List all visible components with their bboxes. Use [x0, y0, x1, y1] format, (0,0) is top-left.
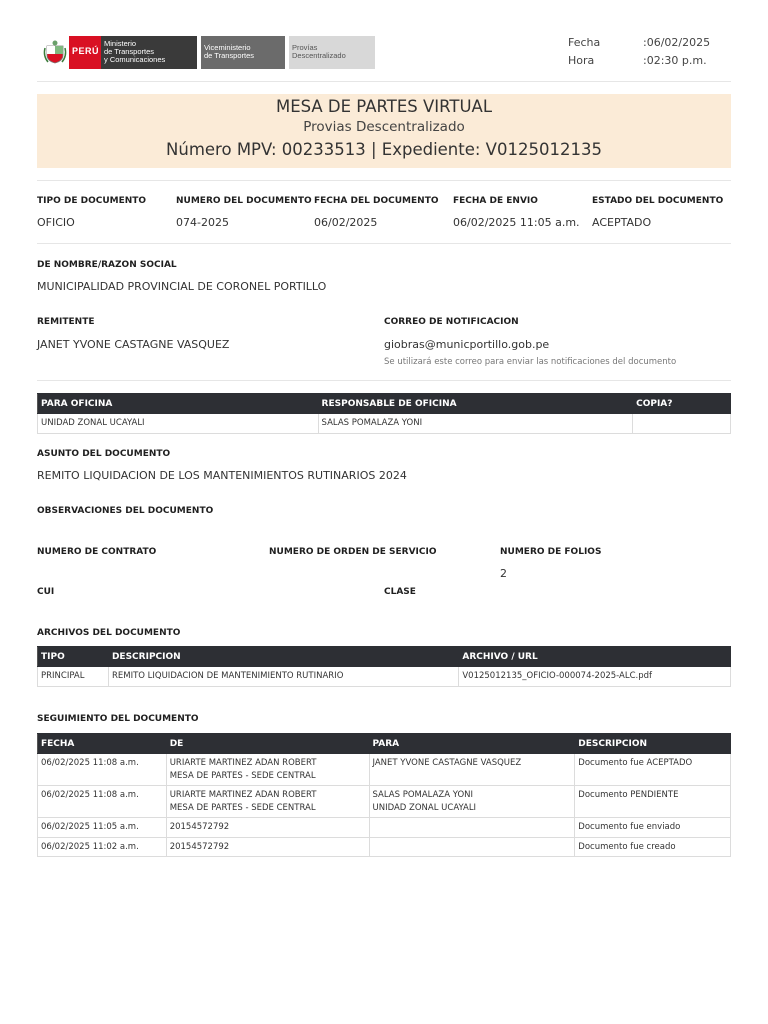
- column-header: FECHA: [38, 734, 167, 754]
- razon-social-value: MUNICIPALIDAD PROVINCIAL DE CORONEL PORTILLO: [37, 280, 327, 293]
- fecha-documento-value: 06/02/2025: [314, 216, 378, 229]
- cui-label: CUI: [37, 587, 55, 597]
- table-cell: 20154572792: [166, 818, 369, 838]
- table-cell: SALAS POMALAZA YONI: [318, 414, 633, 434]
- column-header: RESPONSABLE DE OFICINA: [318, 394, 633, 414]
- table-cell: REMITO LIQUIDACION DE MANTENIMIENTO RUTINARIO: [108, 667, 458, 687]
- asunto-value: REMITO LIQUIDACION DE LOS MANTENIMIENTOS RUTINARIOS 2024: [37, 469, 407, 482]
- asunto-label: ASUNTO DEL DOCUMENTO: [37, 449, 171, 459]
- page-subtitle: Provias Descentralizado: [303, 119, 465, 135]
- folios-value: 2: [500, 567, 507, 580]
- fecha-documento-label: FECHA DEL DOCUMENTO: [314, 196, 439, 206]
- table-cell: URIARTE MARTINEZ ADAN ROBERT MESA DE PARTES - SEDE CENTRAL: [166, 786, 369, 818]
- column-header: PARA OFICINA: [38, 394, 319, 414]
- table-cell: Documento fue creado: [575, 837, 731, 857]
- column-header: DE: [166, 734, 369, 754]
- table-row: [38, 414, 731, 434]
- hora-value: :02:30 p.m.: [643, 54, 707, 67]
- correo-value: giobras@municportillo.gob.pe: [384, 338, 550, 351]
- title-band: [37, 94, 731, 168]
- table-cell: 06/02/2025 11:02 a.m.: [38, 837, 167, 857]
- hora-label: Hora: [568, 54, 595, 67]
- table-row: [38, 667, 731, 687]
- fecha-label: Fecha: [568, 36, 601, 49]
- correo-label: CORREO DE NOTIFICACION: [384, 317, 519, 327]
- divider: [37, 180, 731, 181]
- oficina-table: [37, 393, 731, 434]
- fecha-envio-label: FECHA DE ENVIO: [453, 196, 538, 206]
- table-cell: SALAS POMALAZA YONI UNIDAD ZONAL UCAYALI: [369, 786, 575, 818]
- razon-social-label: DE NOMBRE/RAZON SOCIAL: [37, 260, 177, 270]
- orden-servicio-label: NUMERO DE ORDEN DE SERVICIO: [269, 547, 437, 557]
- column-header: PARA: [369, 734, 575, 754]
- table-cell: 06/02/2025 11:08 a.m.: [38, 786, 167, 818]
- table-cell: PRINCIPAL: [38, 667, 109, 687]
- table-cell: Documento fue enviado: [575, 818, 731, 838]
- table-cell: [369, 818, 575, 838]
- column-header: COPIA?: [633, 394, 731, 414]
- archivos-table: [37, 646, 731, 687]
- table-row: [38, 837, 731, 857]
- column-header: ARCHIVO / URL: [459, 647, 731, 667]
- archivos-label: ARCHIVOS DEL DOCUMENTO: [37, 628, 181, 638]
- peru-shield-icon: [41, 36, 69, 69]
- table-cell: JANET YVONE CASTAGNE VASQUEZ: [369, 754, 575, 786]
- table-cell: [633, 414, 731, 434]
- table-row: [38, 818, 731, 838]
- remitente-label: REMITENTE: [37, 317, 95, 327]
- table-cell: UNIDAD ZONAL UCAYALI: [38, 414, 319, 434]
- estado-documento-label: ESTADO DEL DOCUMENTO: [592, 196, 724, 206]
- seguimiento-label: SEGUIMIENTO DEL DOCUMENTO: [37, 714, 199, 724]
- correo-hint: Se utilizará este correo para enviar las notificaciones del documento: [384, 357, 677, 367]
- peru-label: PERÚ: [69, 36, 101, 69]
- expediente-number: Número MPV: 00233513 | Expediente: V0125012135: [166, 140, 602, 159]
- table-row: [38, 786, 731, 818]
- seguimiento-table: [37, 733, 731, 857]
- page-title: MESA DE PARTES VIRTUAL: [275, 97, 493, 116]
- contrato-label: NUMERO DE CONTRATO: [37, 547, 157, 557]
- table-cell: URIARTE MARTINEZ ADAN ROBERT MESA DE PARTES - SEDE CENTRAL: [166, 754, 369, 786]
- fecha-envio-value: 06/02/2025 11:05 a.m.: [453, 216, 580, 229]
- table-cell: 20154572792: [166, 837, 369, 857]
- tipo-documento-label: TIPO DE DOCUMENTO: [37, 196, 147, 206]
- numero-documento-value: 074-2025: [176, 216, 229, 229]
- table-cell: [369, 837, 575, 857]
- divider: [37, 243, 731, 244]
- column-header: TIPO: [38, 647, 109, 667]
- ministerio-label: Ministerio de Transportes y Comunicaciones: [101, 36, 197, 69]
- provias-label: Provías Descentralizado: [285, 36, 375, 69]
- table-cell: Documento fue ACEPTADO: [575, 754, 731, 786]
- column-header: DESCRIPCION: [108, 647, 458, 667]
- clase-label: CLASE: [384, 587, 416, 597]
- numero-documento-label: NUMERO DEL DOCUMENTO: [176, 196, 312, 206]
- page-header: [37, 30, 731, 82]
- table-cell: 06/02/2025 11:05 a.m.: [38, 818, 167, 838]
- folios-label: NUMERO DE FOLIOS: [500, 547, 602, 557]
- print-meta: [568, 36, 728, 72]
- fecha-value: :06/02/2025: [643, 36, 711, 49]
- divider: [37, 380, 731, 381]
- table-cell: 06/02/2025 11:08 a.m.: [38, 754, 167, 786]
- column-header: DESCRIPCION: [575, 734, 731, 754]
- viceministerio-label: Viceministerio de Transportes: [197, 36, 285, 69]
- estado-documento-value: ACEPTADO: [592, 216, 652, 229]
- table-row: [38, 754, 731, 786]
- file-link[interactable]: V0125012135_OFICIO-000074-2025-ALC.pdf: [459, 667, 731, 687]
- tipo-documento-value: OFICIO: [37, 216, 75, 229]
- remitente-value: JANET YVONE CASTAGNE VASQUEZ: [37, 338, 230, 351]
- table-cell: Documento PENDIENTE: [575, 786, 731, 818]
- observaciones-label: OBSERVACIONES DEL DOCUMENTO: [37, 506, 214, 516]
- institution-logo: [41, 36, 375, 69]
